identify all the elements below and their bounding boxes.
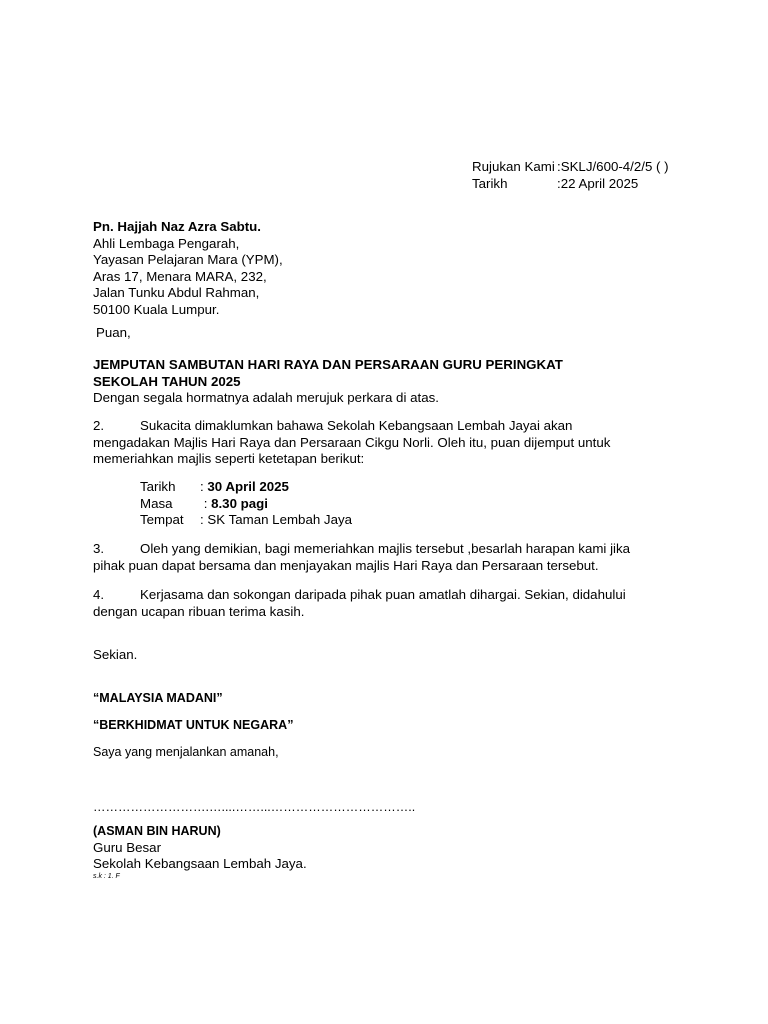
letter-date-label: Tarikh: [472, 175, 508, 191]
letter-date-row: [472, 176, 669, 193]
salutation: Puan,: [96, 325, 131, 340]
signature-line: ……………………….…....……...……………………………..: [93, 800, 416, 814]
event-time-label: Masa: [140, 495, 173, 511]
paragraph-4: [93, 587, 693, 620]
slogan-berkhidmat: “BERKHIDMAT UNTUK NEGARA”: [93, 718, 294, 732]
address-line: Yayasan Pelajaran Mara (YPM),: [93, 252, 283, 267]
event-details: [140, 479, 352, 529]
event-place-label: Tempat: [140, 512, 184, 527]
intro-text: Dengan segala hormatnya adalah merujuk perkara di atas.: [93, 390, 439, 405]
trust-line: Saya yang menjalankan amanah,: [93, 745, 279, 759]
paragraph-text: memeriahkan majlis seperti ketetapan berikut:: [93, 451, 365, 466]
recipient-name: Pn. Hajjah Naz Azra Sabtu.: [93, 219, 261, 234]
event-date-row: [140, 479, 352, 496]
paragraph-text: Kerjasama dan sokongan daripada pihak puan amatlah dihargai. Sekian, didahului: [140, 587, 626, 602]
reference-label: Rujukan Kami: [472, 159, 555, 174]
cc-note: s.k : 1. F: [93, 873, 120, 880]
signatory-school: Sekolah Kebangsaan Lembah Jaya.: [93, 856, 307, 871]
event-date-label: Tarikh: [140, 479, 176, 494]
paragraph-3: [93, 541, 693, 574]
paragraph-text: pihak puan dapat bersama dan menjayakan majlis Hari Raya dan Persaraan tersebut.: [93, 557, 599, 573]
reference-value: :SKLJ/600-4/2/5 ( ): [557, 159, 669, 174]
subject-block: [93, 357, 693, 407]
event-time-value: 8.30 pagi: [211, 495, 269, 511]
paragraph-text: Oleh yang demikian, bagi memeriahkan majlis tersebut ,besarlah harapan kami jika: [140, 541, 631, 556]
closing-text: Sekian.: [93, 647, 138, 662]
subject-line: SEKOLAH TAHUN 2025: [93, 373, 241, 389]
event-date-separator: :: [200, 479, 208, 494]
paragraph-text: mengadakan Majlis Hari Raya dan Persaraan Cikgu Norli. Oleh itu, puan dijemput untuk: [93, 434, 611, 450]
paragraph-number: 2.: [93, 418, 105, 433]
reference-row: [472, 159, 669, 176]
letter-date-value: :22 April 2025: [557, 175, 639, 191]
signatory-title: Guru Besar: [93, 839, 161, 855]
address-line: Jalan Tunku Abdul Rahman,: [93, 285, 260, 300]
signatory-name: (ASMAN BIN HARUN): [93, 824, 221, 838]
event-place-value: : SK Taman Lembah Jaya: [200, 512, 353, 527]
event-time-separator: :: [200, 495, 212, 511]
paragraph-number: 4.: [93, 587, 105, 602]
signatory-block: [93, 823, 307, 873]
slogan-malaysia-madani: “MALAYSIA MADANI”: [93, 691, 223, 705]
recipient-address: [93, 219, 693, 318]
address-line: 50100 Kuala Lumpur.: [93, 301, 220, 317]
event-date-value: 30 April 2025: [207, 479, 289, 494]
event-time-row: [140, 496, 352, 513]
paragraph-2: [93, 418, 693, 468]
paragraph-text: Sukacita dimaklumkan bahawa Sekolah Kebangsaan Lembah Jayai akan: [140, 418, 573, 433]
address-line: Ahli Lembaga Pengarah,: [93, 235, 240, 251]
event-place-row: [140, 512, 352, 529]
reference-block: [472, 159, 669, 192]
subject-line: JEMPUTAN SAMBUTAN HARI RAYA DAN PERSARAAN GURU PERINGKAT: [93, 357, 563, 372]
paragraph-text: dengan ucapan ribuan terima kasih.: [93, 603, 305, 619]
address-line: Aras 17, Menara MARA, 232,: [93, 268, 267, 284]
paragraph-number: 3.: [93, 541, 105, 556]
